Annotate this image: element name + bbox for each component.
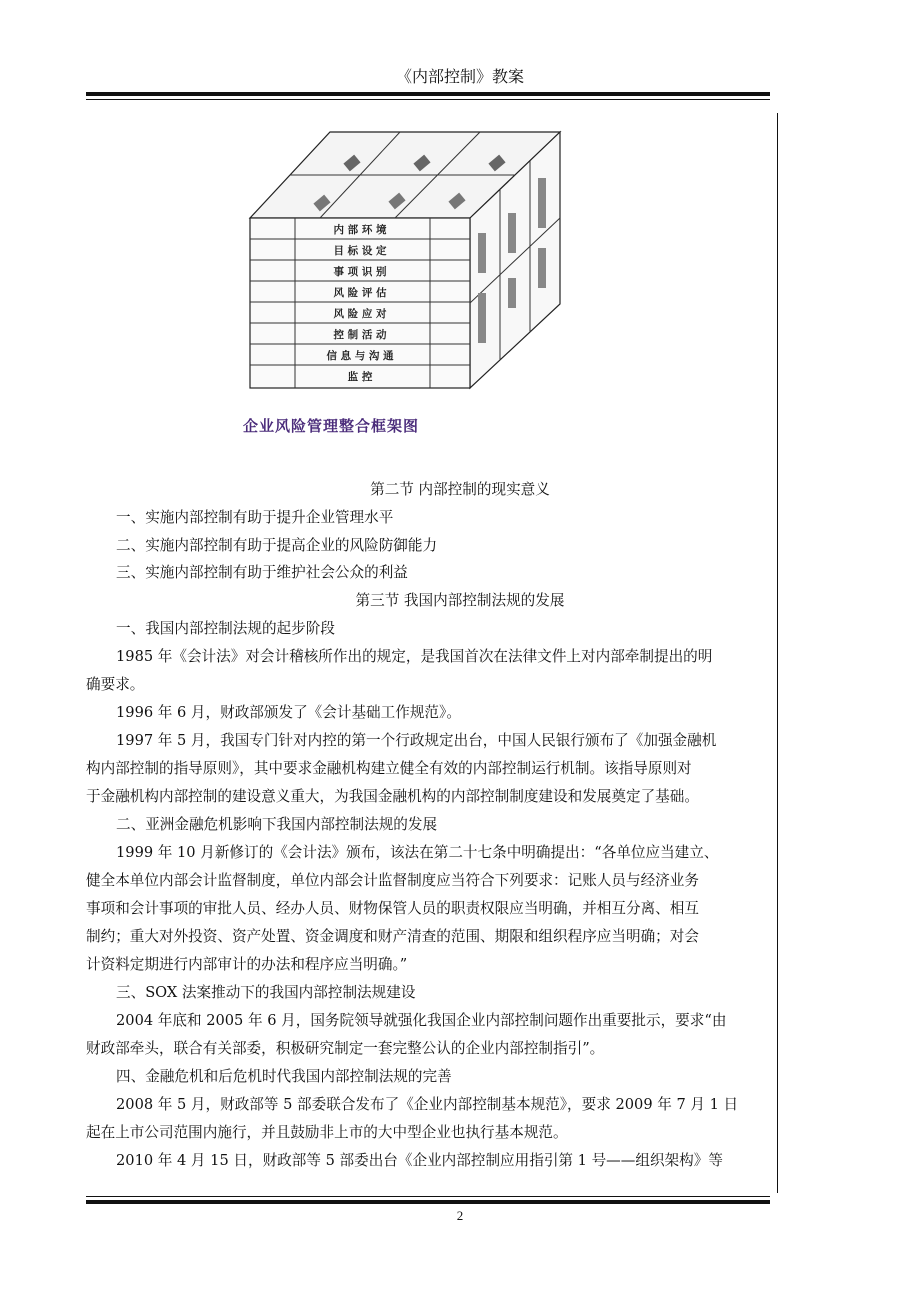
paragraph-line: 健全本单位内部会计监督制度，单位内部会计监督制度应当符合下列要求：记账人员与经济业务 bbox=[86, 872, 699, 889]
header-rule-thin bbox=[86, 99, 770, 100]
paragraph-line: 制约；重大对外投资、资产处置、资金调度和财产清查的范围、期限和组织程序应当明确；对会 bbox=[86, 928, 699, 945]
paragraph-line: 起在上市公司范围内施行，并且鼓励非上市的大中型企业也执行基本规范。 bbox=[86, 1124, 568, 1141]
list-item: 二、实施内部控制有助于提高企业的风险防御能力 bbox=[116, 537, 438, 554]
erm-cube-figure bbox=[240, 118, 570, 398]
paragraph-line: 于金融机构内部控制的建设意义重大，为我国金融机构的内部控制制度建设和发展奠定了基础。 bbox=[86, 788, 699, 805]
section-title: 第二节 内部控制的现实意义 bbox=[370, 481, 550, 498]
front-row-label: 内 部 环 境 bbox=[333, 224, 387, 236]
paragraph-line: 1985 年《会计法》对会计稽核所作出的规定，是我国首次在法律文件上对内部牵制提出的明 bbox=[116, 648, 713, 665]
paragraph-line: 事项和会计事项的审批人员、经办人员、财物保管人员的职责权限应当明确，并相互分离、相互 bbox=[86, 900, 699, 917]
footer-rule-thin bbox=[86, 1196, 770, 1197]
front-row-label: 信 息 与 沟 通 bbox=[326, 350, 394, 362]
paragraph-line: 2008 年 5 月，财政部等 5 部委联合发布了《企业内部控制基本规范》，要求 2009 年 7 月 1 日 bbox=[116, 1096, 739, 1113]
front-row-label: 事 项 识 别 bbox=[333, 266, 387, 278]
paragraph-line: 1999 年 10 月新修订的《会计法》颁布，该法在第二十七条中明确提出：“各单位应当建立、 bbox=[116, 844, 719, 861]
header-rule-thick bbox=[86, 92, 770, 96]
figure-caption: 企业风险管理整合框架图 bbox=[243, 417, 420, 435]
front-row-label: 控 制 活 动 bbox=[333, 329, 387, 341]
paragraph-line: 2004 年底和 2005 年 6 月，国务院领导就强化我国企业内部控制问题作出重要批示，要求“由 bbox=[116, 1012, 727, 1029]
page-number: 2 bbox=[456, 1208, 464, 1223]
right-margin-line bbox=[777, 113, 778, 1193]
subheading: 四、金融危机和后危机时代我国内部控制法规的完善 bbox=[116, 1068, 452, 1085]
section-title: 第三节 我国内部控制法规的发展 bbox=[355, 592, 565, 609]
paragraph-line: 财政部牵头，联合有关部委，积极研究制定一套完整公认的企业内部控制指引”。 bbox=[86, 1040, 605, 1057]
front-row-label: 风 险 评 估 bbox=[333, 287, 387, 299]
list-item: 三、实施内部控制有助于维护社会公众的利益 bbox=[116, 564, 408, 581]
subheading: 二、亚洲金融危机影响下我国内部控制法规的发展 bbox=[116, 816, 438, 833]
list-item: 一、实施内部控制有助于提升企业管理水平 bbox=[116, 509, 394, 526]
footer-rule-thick bbox=[86, 1200, 770, 1204]
paragraph-line: 1996 年 6 月，财政部颁发了《会计基础工作规范》。 bbox=[116, 704, 461, 721]
paragraph-line: 构内部控制的指导原则》，其中要求金融机构建立健全有效的内部控制运行机制。该指导原则对 bbox=[86, 760, 692, 777]
paragraph-line: 计资料定期进行内部审计的办法和程序应当明确。” bbox=[86, 956, 408, 973]
page-header-title: 《内部控制》教案 bbox=[395, 67, 524, 86]
paragraph-line: 确要求。 bbox=[86, 676, 145, 693]
subheading: 一、我国内部控制法规的起步阶段 bbox=[116, 620, 335, 637]
front-row-label: 目 标 设 定 bbox=[333, 245, 387, 257]
subheading: 三、SOX 法案推动下的我国内部控制法规建设 bbox=[116, 984, 416, 1001]
cube-front-face bbox=[250, 218, 470, 388]
front-row-label: 监 控 bbox=[347, 371, 373, 383]
front-row-label: 风 险 应 对 bbox=[333, 308, 387, 320]
paragraph-line: 1997 年 5 月，我国专门针对内控的第一个行政规定出台，中国人民银行颁布了《加强金融机 bbox=[116, 732, 717, 749]
paragraph-line: 2010 年 4 月 15 日，财政部等 5 部委出台《企业内部控制应用指引第 1 号——组织架构》等 bbox=[116, 1152, 723, 1169]
